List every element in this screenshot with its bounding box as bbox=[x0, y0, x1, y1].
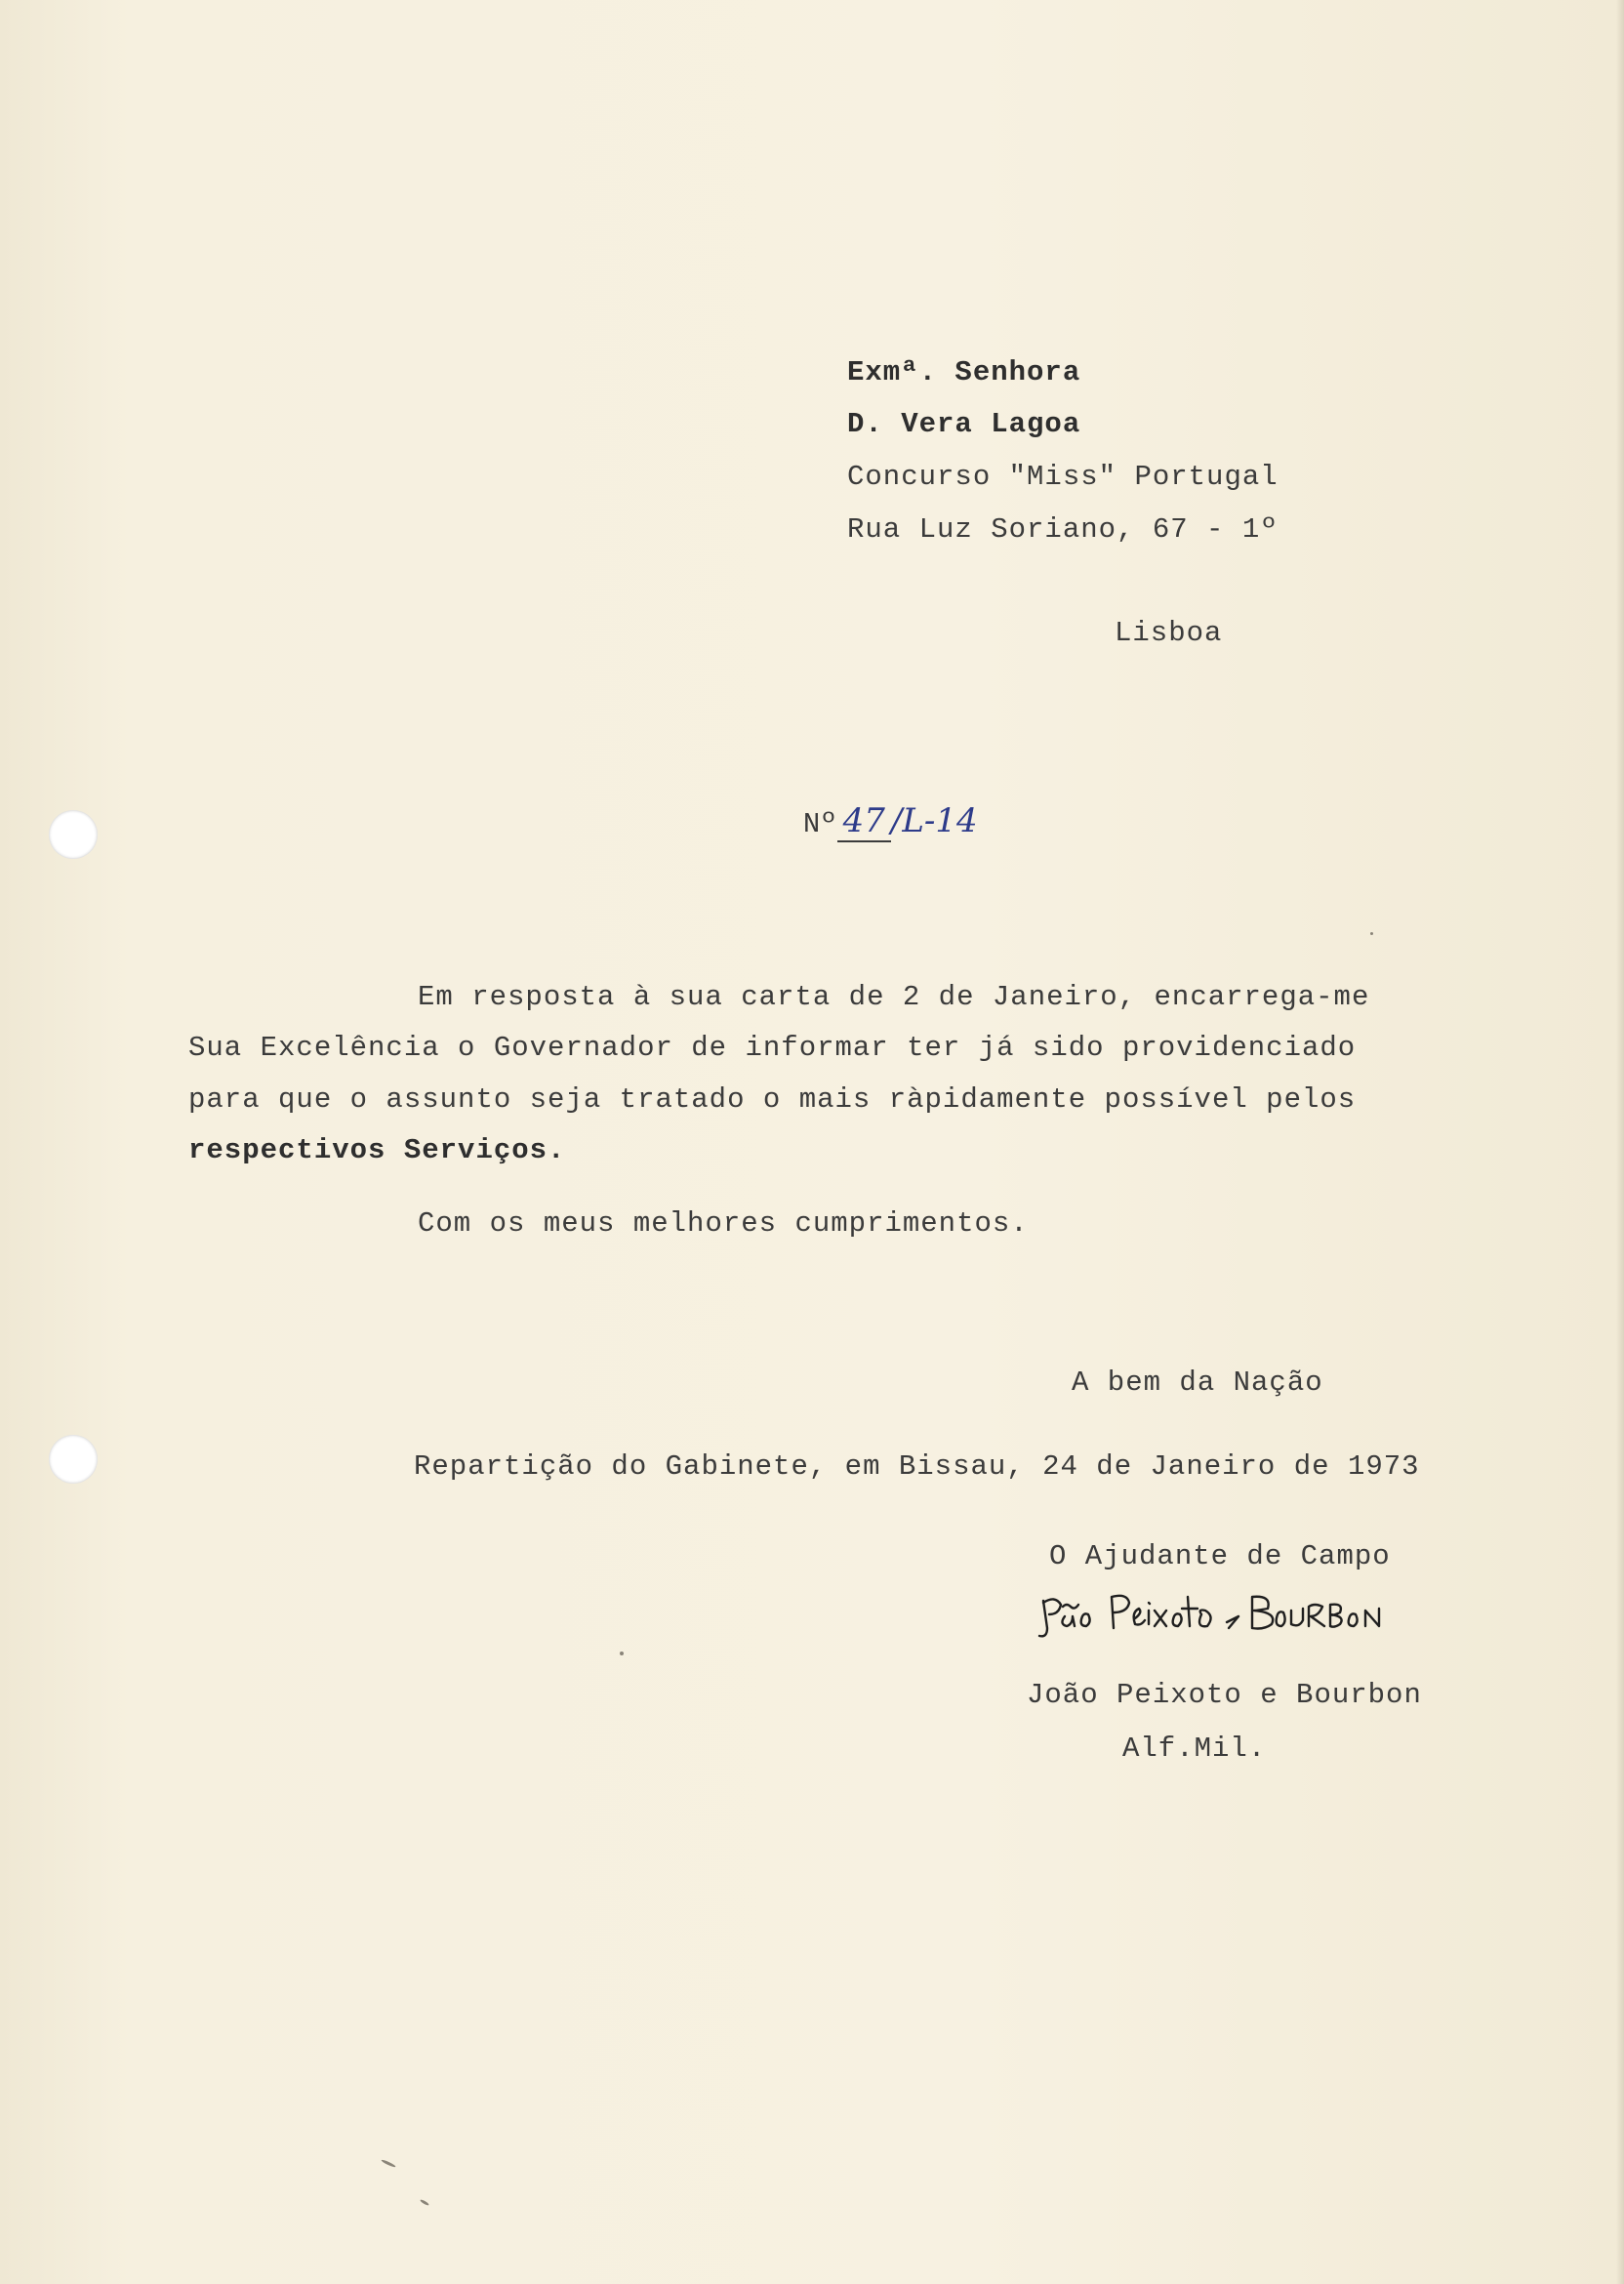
punch-hole-top bbox=[49, 810, 98, 859]
reference-suffix: /L-14 bbox=[890, 801, 978, 840]
punch-hole-bottom bbox=[49, 1435, 98, 1484]
body-line-2: Sua Excelência o Governador de informar ter já sido providenciado bbox=[188, 1032, 1357, 1064]
recipient-city: Lisboa bbox=[1115, 617, 1223, 649]
signatory-name: João Peixoto e Bourbon bbox=[1027, 1679, 1422, 1711]
body-line-1: Em resposta à sua carta de 2 de Janeiro, encarrega-me bbox=[418, 981, 1370, 1013]
reference-number bbox=[769, 769, 978, 842]
reference-prefix: Nº bbox=[802, 808, 837, 840]
body-line-4: respectivos Serviços. bbox=[188, 1134, 566, 1166]
reference-handwritten-number: 47 bbox=[837, 801, 891, 842]
motto: A bem da Nação bbox=[1072, 1366, 1323, 1399]
paper-edge-shadow bbox=[1616, 0, 1624, 2284]
recipient-name: D. Vera Lagoa bbox=[847, 408, 1081, 440]
recipient-address: Rua Luz Soriano, 67 - 1º bbox=[847, 513, 1279, 546]
body-line-3: para que o assunto seja tratado o mais ràpidamente possível pelos bbox=[188, 1083, 1357, 1116]
paper-speck bbox=[620, 1652, 624, 1655]
signatory-title: O Ajudante de Campo bbox=[1049, 1540, 1391, 1572]
recipient-salutation: Exmª. Senhora bbox=[847, 356, 1081, 388]
recipient-organization: Concurso "Miss" Portugal bbox=[847, 461, 1279, 493]
closing-line: Com os meus melhores cumprimentos. bbox=[418, 1207, 1029, 1240]
handwritten-signature bbox=[1030, 1581, 1420, 1650]
signatory-rank: Alf.Mil. bbox=[1122, 1733, 1267, 1765]
paper-speck bbox=[1370, 932, 1373, 935]
place-date-line: Repartição do Gabinete, em Bissau, 24 de Janeiro de 1973 bbox=[414, 1450, 1420, 1483]
